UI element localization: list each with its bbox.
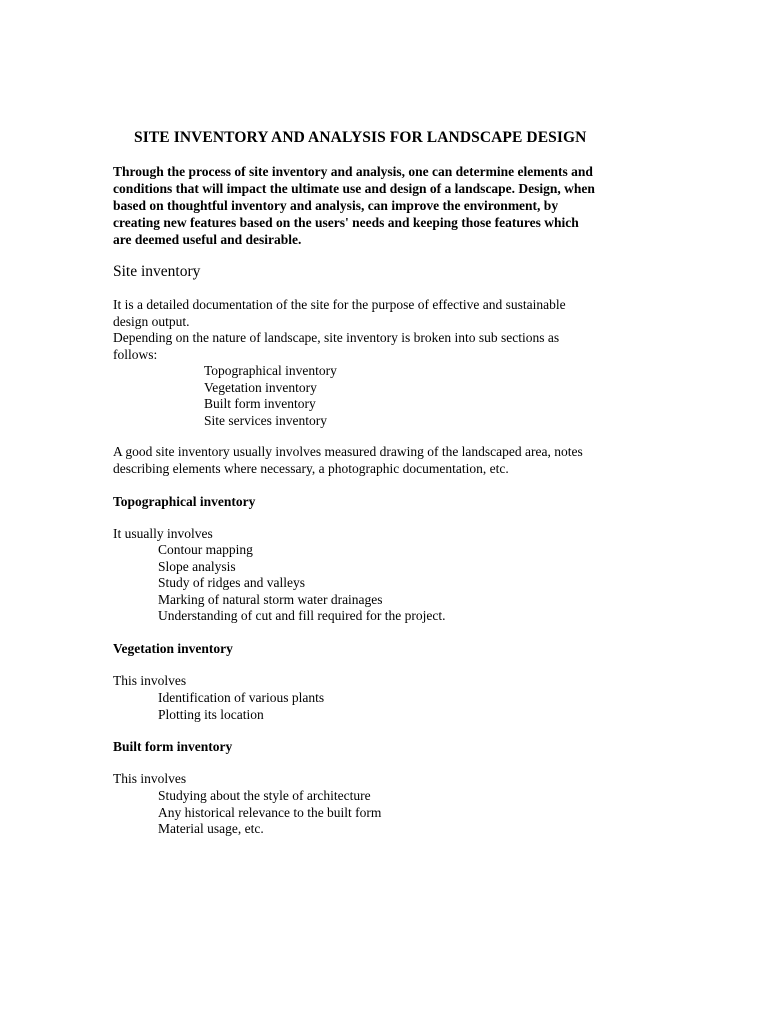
topographical-list xyxy=(158,542,446,625)
list-item: Marking of natural storm water drainages xyxy=(158,591,383,607)
intro-line: based on thoughtful inventory and analysis, can improve the environment, by xyxy=(113,198,559,213)
sub-sections-list xyxy=(204,363,337,429)
list-item: Study of ridges and valleys xyxy=(158,575,305,590)
site-inventory-heading: Site inventory xyxy=(113,263,201,280)
list-item: Understanding of cut and fill required for the project. xyxy=(158,608,446,623)
list-item: Built form inventory xyxy=(204,396,316,411)
list-item: Topographical inventory xyxy=(204,363,337,378)
intro-line: Through the process of site inventory and analysis, one can determine elements and xyxy=(113,164,593,179)
built-form-intro: This involves xyxy=(113,771,187,786)
list-item: Vegetation inventory xyxy=(204,379,317,395)
intro-line: are deemed useful and desirable. xyxy=(113,232,302,247)
built-form-heading: Built form inventory xyxy=(113,739,233,754)
list-item: Slope analysis xyxy=(158,558,236,574)
list-item: Contour mapping xyxy=(158,542,253,557)
paragraph-line: design output. xyxy=(113,313,190,329)
vegetation-list xyxy=(158,690,324,723)
paragraph-line: It is a detailed documentation of the site for the purpose of effective and sustainable xyxy=(113,297,566,312)
list-item: Plotting its location xyxy=(158,706,264,722)
paragraph-line: A good site inventory usually involves measured drawing of the landscaped area, notes xyxy=(113,444,583,459)
good-inventory-paragraph xyxy=(113,444,583,477)
document-title: SITE INVENTORY AND ANALYSIS FOR LANDSCAPE DESIGN xyxy=(134,129,587,146)
list-item: Identification of various plants xyxy=(158,690,325,705)
site-inventory-paragraph xyxy=(113,297,566,363)
paragraph-line: describing elements where necessary, a photographic documentation, etc. xyxy=(113,460,509,476)
intro-line: creating new features based on the users' needs and keeping those features which xyxy=(113,215,579,230)
list-item: Studying about the style of architecture xyxy=(158,788,371,803)
paragraph-line: Depending on the nature of landscape, site inventory is broken into sub sections as xyxy=(113,330,560,345)
list-item: Any historical relevance to the built form xyxy=(158,804,382,820)
topographical-intro: It usually involves xyxy=(113,526,213,541)
list-item: Site services inventory xyxy=(204,412,327,428)
vegetation-intro: This involves xyxy=(113,673,187,688)
built-form-list xyxy=(158,788,381,838)
vegetation-heading: Vegetation inventory xyxy=(113,641,233,656)
paragraph-line: follows: xyxy=(113,346,158,362)
intro-line: conditions that will impact the ultimate use and design of a landscape. Design, when xyxy=(113,181,595,196)
intro-paragraph xyxy=(113,163,658,248)
topographical-heading: Topographical inventory xyxy=(113,494,256,509)
list-item: Material usage, etc. xyxy=(158,821,264,836)
